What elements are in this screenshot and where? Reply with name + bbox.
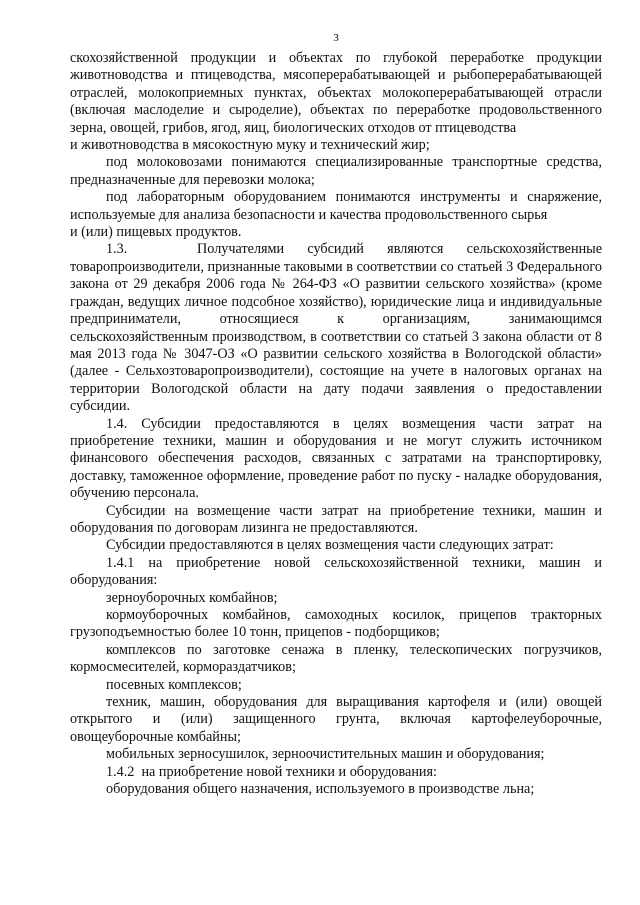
paragraph: оборудования общего назначения, используемого в производстве льна; (106, 781, 535, 798)
page-number: 3 (333, 32, 339, 44)
paragraph: зерноуборочных комбайнов; (106, 589, 278, 606)
paragraph: 1.4.2 на приобретение новой техники и оборудования: (106, 763, 437, 780)
paragraph: техник, машин, оборудования для выращивания картофеля и (или) овощей открытого и (или) защищенного грунта, включая картофелеуборочные, овощеуборочные комбайны; (70, 694, 602, 745)
paragraph: под лабораторным оборудованием понимаются инструменты и снаряжение, используемые для анализа безопасности и качества продовольственного сырья (70, 189, 602, 223)
paragraph: 1.3. Получателями субсидий являются сельскохозяйственные товаропроизводители, признанные таковыми в соответствии со статьей 3 Федерального закона от 29 декабря 2006 года № 264-ФЗ «О развитии сельского хозяйства» (кроме граждан, ведущих личное подсобное хозяйство), юридические лица и индивидуальные предприниматели, относящиеся к организациям, занимающимся сельскохозяйственным производством, в соответствии со статьей 3 закона области от 8 мая 2013 года № 3047-ОЗ «О развитии сельского хозяйства в Вологодской области» (далее - Сельхозтоваропроизводители), состоящие на учете в налоговых органах на территории Вологодской области на дату подачи заявления о предоставлении субсидии. (70, 241, 602, 415)
paragraph: и животноводства в мясокостную муку и технический жир; (70, 137, 430, 154)
paragraph: Субсидии предоставляются в целях возмещения части следующих затрат: (106, 537, 554, 554)
document-body (70, 50, 602, 798)
paragraph: комплексов по заготовке сенажа в пленку, телескопических погрузчиков, кормосмесителей, кормораздатчиков; (70, 641, 602, 676)
paragraph: мобильных зерносушилок, зерноочистительных машин и оборудования; (106, 746, 545, 763)
paragraph: скохозяйственной продукции и объектах по глубокой переработке продукции животноводства и птицеводства, мясоперерабатывающей и рыбоперерабатывающей отраслей, молокоприемных пунктах, объектах молокоперерабатывающей отрасли (включая маслоделие и сыроделие), объектах по переработке продовольственного зерна, овощей, грибов, ягод, яиц, биологических отходов от птицеводства (70, 50, 602, 136)
paragraph: посевных комплексов; (106, 676, 242, 693)
paragraph: 1.4.1 на приобретение новой сельскохозяйственной техники, машин и оборудования: (70, 554, 602, 589)
paragraph: и (или) пищевых продуктов. (70, 224, 242, 241)
paragraph: Субсидии на возмещение части затрат на приобретение техники, машин и оборудования по договорам лизинга не предоставляются. (70, 502, 602, 536)
paragraph: кормоуборочных комбайнов, самоходных косилок, прицепов тракторных грузоподъемностью более 10 тонн, прицепов - подборщиков; (70, 607, 602, 641)
paragraph: 1.4. Субсидии предоставляются в целях возмещения части затрат на приобретение техники, машин и оборудования и не могут служить источником финансового обеспечения расходов, связанных с затратами на транспортировку, доставку, таможенное оформление, проведение работ по пуску - наладке оборудования, обучению персонала. (70, 415, 602, 502)
paragraph: под молоковозами понимаются специализированные транспортные средства, предназначенные для перевозки молока; (70, 154, 602, 188)
